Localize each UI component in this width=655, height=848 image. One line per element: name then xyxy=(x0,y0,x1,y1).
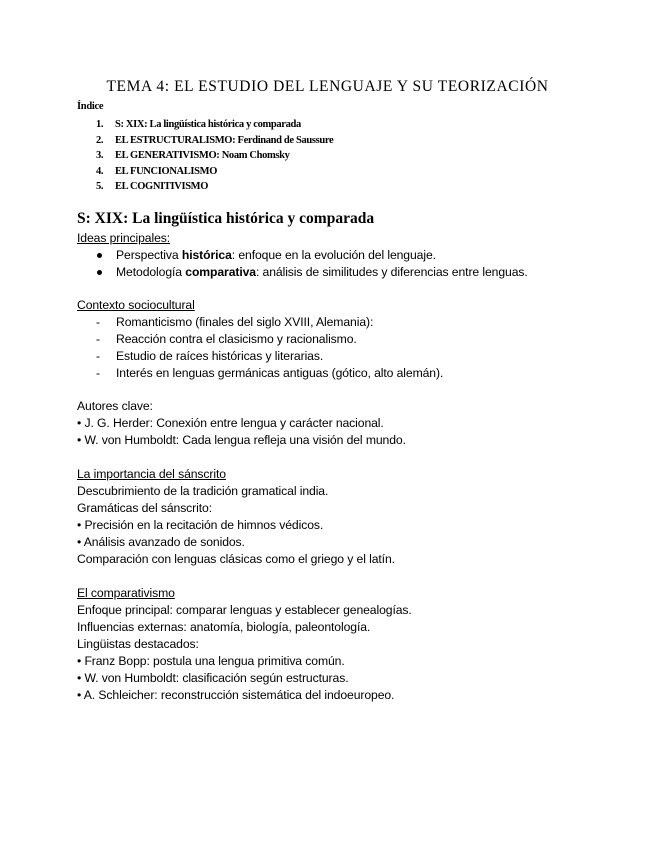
comparativismo-label: El comparativismo xyxy=(77,586,175,600)
list-item xyxy=(0,314,443,331)
idea-pre: Metodología xyxy=(116,265,186,279)
autor-line: • W. von Humboldt: Cada lengua refleja una visión del mundo. xyxy=(77,433,406,447)
list-item xyxy=(0,365,443,382)
contexto-label: Contexto sociocultural xyxy=(77,298,195,312)
idea-bold: comparativa xyxy=(185,265,256,279)
toc-item-text: S: XIX: La lingüística histórica y comparada xyxy=(115,119,301,130)
comparativismo-line: Enfoque principal: comparar lenguas y establecer genealogías. xyxy=(77,603,412,617)
toc-item-text: EL ESTRUCTURALISMO: Ferdinand de Saussure xyxy=(115,134,334,146)
section-heading: S: XIX: La lingüística histórica y comparada xyxy=(77,210,375,227)
dash-marker: - xyxy=(96,332,100,346)
bullet-dot xyxy=(97,253,102,258)
toc-item-number: 4. xyxy=(96,165,104,177)
idea-post: : enfoque en la evolución del lenguaje. xyxy=(231,248,436,262)
list-item xyxy=(0,348,443,365)
list-item xyxy=(0,331,443,348)
toc-item-number: 2. xyxy=(96,134,104,146)
toc-item-text: EL GENERATIVISMO: Noam Chomsky xyxy=(115,150,290,162)
dash-marker: - xyxy=(96,349,100,363)
document-title: TEMA 4: EL ESTUDIO DEL LENGUAJE Y SU TEORIZACIÓN xyxy=(106,78,549,95)
sanscrito-label: La importancia del sánscrito xyxy=(77,467,226,481)
toc-item-number: 5. xyxy=(96,181,104,193)
autor-line: • J. G. Herder: Conexión entre lengua y carácter nacional. xyxy=(77,416,384,430)
idea-post: : análisis de similitudes y diferencias entre lenguas. xyxy=(255,265,528,279)
toc-item xyxy=(96,148,333,164)
ideas-label: Ideas principales: xyxy=(77,231,171,245)
dash-marker: - xyxy=(96,366,100,380)
index-label: Índice xyxy=(77,101,104,112)
toc-item-text: EL COGNITIVISMO xyxy=(115,181,209,193)
sanscrito-line: Gramáticas del sánscrito: xyxy=(77,501,212,515)
comparativismo-line: • Franz Bopp: postula una lengua primitiva común. xyxy=(77,654,345,668)
list-item-text: Interés en lenguas germánicas antiguas (gótico, alto alemán). xyxy=(116,366,444,380)
list-item-text: Romanticismo (finales del siglo XVIII, Alemania): xyxy=(116,315,374,329)
ideas-list xyxy=(0,247,528,281)
list-item-text: Reacción contra el clasicismo y racionalismo. xyxy=(116,332,357,346)
list-item-text: Estudio de raíces históricas y literarias. xyxy=(116,349,324,363)
dash-marker: - xyxy=(96,315,100,329)
toc-item xyxy=(96,179,333,195)
toc-item-text: EL FUNCIONALISMO xyxy=(115,165,218,177)
sanscrito-line: Comparación con lenguas clásicas como el griego y el latín. xyxy=(77,552,395,566)
toc-item xyxy=(96,164,333,180)
comparativismo-line: • A. Schleicher: reconstrucción sistemática del indoeuropeo. xyxy=(77,688,395,702)
sanscrito-line: Descubrimiento de la tradición gramatical india. xyxy=(77,484,329,498)
toc-item-number: 3. xyxy=(96,150,104,162)
idea-bold: histórica xyxy=(181,248,232,262)
sanscrito-line: • Análisis avanzado de sonidos. xyxy=(77,535,245,549)
comparativismo-line: Lingüistas destacados: xyxy=(77,637,199,651)
sanscrito-line: • Precisión en la recitación de himnos védicos. xyxy=(77,518,324,532)
comparativismo-line: • W. von Humboldt: clasificación según estructuras. xyxy=(77,671,349,685)
idea-pre: Perspectiva xyxy=(116,248,182,262)
toc-item xyxy=(96,117,333,133)
toc-item xyxy=(96,133,333,149)
list-item xyxy=(0,264,528,281)
contexto-list xyxy=(0,314,443,382)
toc-item-number: 1. xyxy=(96,119,104,130)
table-of-contents xyxy=(96,117,333,195)
autores-label: Autores clave: xyxy=(77,399,153,413)
list-item xyxy=(0,247,528,264)
bullet-dot xyxy=(97,270,102,275)
comparativismo-line: Influencias externas: anatomía, biología, paleontología. xyxy=(77,620,371,634)
